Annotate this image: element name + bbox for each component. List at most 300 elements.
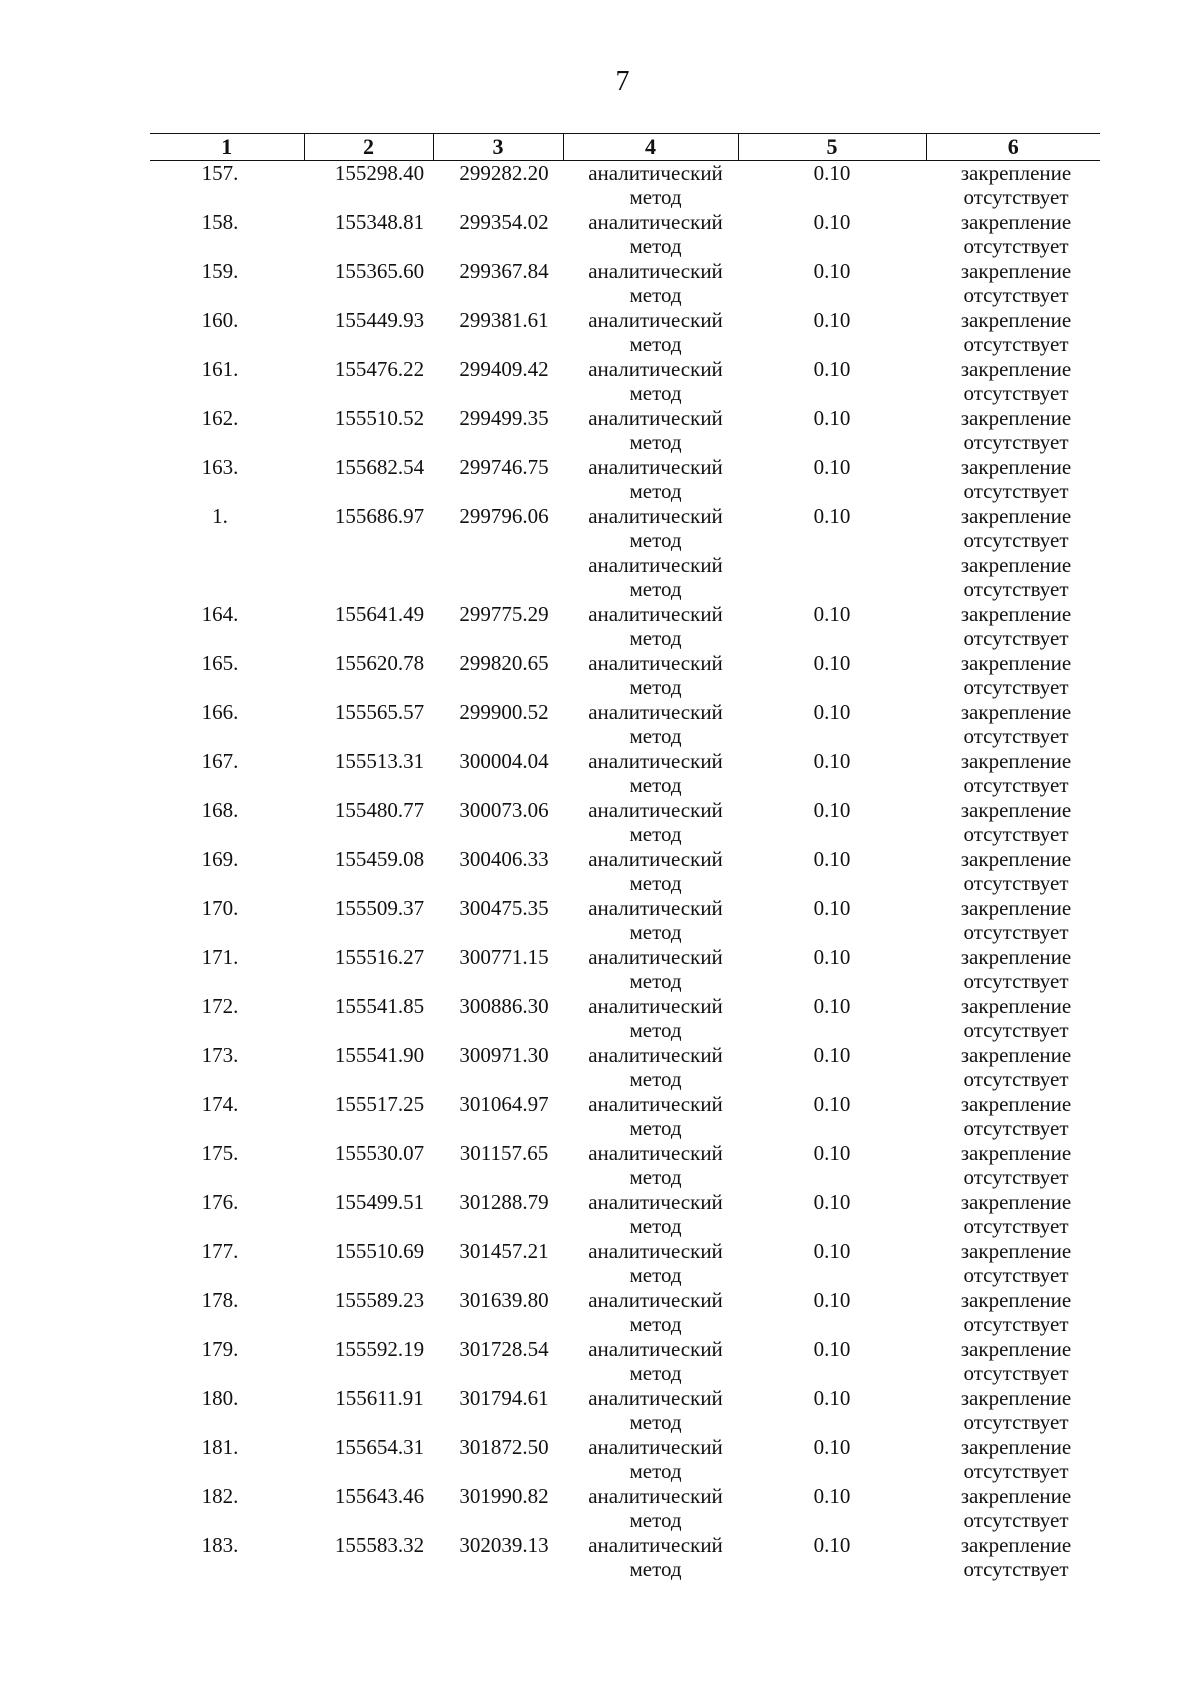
point-number-cell <box>150 553 304 602</box>
accuracy-cell-text: 0.10 <box>813 406 851 430</box>
accuracy-cell <box>738 210 926 259</box>
fixing-cell-text: закрепление <box>960 210 1072 234</box>
fixing-cell-text: отсутствует <box>963 1165 1069 1189</box>
y-coordinate-cell <box>433 1484 563 1533</box>
x-coordinate-cell-text: 155682.54 <box>334 455 425 479</box>
point-number-cell-text: 170. <box>201 896 239 920</box>
method-cell-text: метод <box>629 1312 682 1336</box>
y-coordinate-cell <box>433 1288 563 1337</box>
x-coordinate-cell-text: 155686.97 <box>334 504 425 528</box>
point-number-cell <box>150 1435 304 1484</box>
point-number-cell <box>150 994 304 1043</box>
x-coordinate-cell-text: 155499.51 <box>334 1190 425 1214</box>
method-cell-text: аналитический <box>588 994 723 1018</box>
table-row <box>150 1288 1100 1337</box>
y-coordinate-cell <box>433 700 563 749</box>
method-cell-text: аналитический <box>588 1484 723 1508</box>
fixing-cell <box>926 749 1100 798</box>
x-coordinate-cell-text: 155298.40 <box>334 161 425 185</box>
point-number-cell <box>150 1386 304 1435</box>
fixing-cell <box>926 1043 1100 1092</box>
fixing-cell-text: отсутствует <box>963 969 1069 993</box>
x-coordinate-cell <box>304 1337 433 1386</box>
point-number-cell-text: 157. <box>201 161 239 185</box>
fixing-cell <box>926 161 1100 211</box>
accuracy-cell <box>738 749 926 798</box>
table-row <box>150 210 1100 259</box>
method-cell-text: метод <box>629 1410 682 1434</box>
point-number-cell-text: 158. <box>201 210 239 234</box>
method-cell-text: метод <box>629 1165 682 1189</box>
accuracy-cell <box>738 1190 926 1239</box>
method-cell <box>563 1337 738 1386</box>
fixing-cell-text: закрепление <box>960 553 1072 577</box>
column-header: 1 <box>150 134 304 161</box>
y-coordinate-cell <box>433 749 563 798</box>
table-row <box>150 1043 1100 1092</box>
accuracy-cell <box>738 553 926 602</box>
point-number-cell <box>150 1092 304 1141</box>
fixing-cell <box>926 700 1100 749</box>
x-coordinate-cell-text: 155510.52 <box>334 406 425 430</box>
accuracy-cell-text: 0.10 <box>813 896 851 920</box>
column-header: 6 <box>926 134 1100 161</box>
fixing-cell-text: закрепление <box>960 1092 1072 1116</box>
method-cell-text: аналитический <box>588 749 723 773</box>
table-row <box>150 945 1100 994</box>
method-cell-text: аналитический <box>588 455 723 479</box>
accuracy-cell <box>738 357 926 406</box>
accuracy-cell <box>738 651 926 700</box>
fixing-cell-text: закрепление <box>960 455 1072 479</box>
table-row <box>150 1337 1100 1386</box>
accuracy-cell-text: 0.10 <box>813 749 851 773</box>
y-coordinate-cell <box>433 357 563 406</box>
table-row <box>150 1484 1100 1533</box>
point-number-cell-text: 181. <box>201 1435 239 1459</box>
y-coordinate-cell-text: 301064.97 <box>459 1092 549 1116</box>
point-number-cell-text: 168. <box>201 798 239 822</box>
y-coordinate-cell <box>433 210 563 259</box>
point-number-cell <box>150 896 304 945</box>
y-coordinate-cell-text: 301639.80 <box>459 1288 549 1312</box>
y-coordinate-cell <box>433 1533 563 1582</box>
method-cell <box>563 994 738 1043</box>
y-coordinate-cell <box>433 259 563 308</box>
fixing-cell <box>926 847 1100 896</box>
fixing-cell-text: закрепление <box>960 357 1072 381</box>
point-number-cell-text: 165. <box>201 651 239 675</box>
method-cell <box>563 1484 738 1533</box>
x-coordinate-cell <box>304 1239 433 1288</box>
fixing-cell-text: отсутствует <box>963 1263 1069 1287</box>
method-cell-text: метод <box>629 332 682 356</box>
point-number-cell-text: 162. <box>201 406 239 430</box>
accuracy-cell-text: 0.10 <box>813 1288 851 1312</box>
method-cell <box>563 1190 738 1239</box>
method-cell <box>563 1288 738 1337</box>
point-number-cell-text: 183. <box>201 1533 239 1557</box>
table-row <box>150 1533 1100 1582</box>
method-cell-text: аналитический <box>588 945 723 969</box>
point-number-cell <box>150 1190 304 1239</box>
accuracy-cell-text: 0.10 <box>813 161 851 185</box>
method-cell <box>563 1239 738 1288</box>
method-cell-text: аналитический <box>588 1239 723 1263</box>
method-cell <box>563 553 738 602</box>
table-row <box>150 161 1100 211</box>
fixing-cell <box>926 259 1100 308</box>
y-coordinate-cell <box>433 161 563 211</box>
point-number-cell-text: 160. <box>201 308 239 332</box>
table-row <box>150 896 1100 945</box>
accuracy-cell <box>738 259 926 308</box>
accuracy-cell <box>738 896 926 945</box>
y-coordinate-cell-text: 301288.79 <box>459 1190 549 1214</box>
point-number-cell <box>150 1141 304 1190</box>
accuracy-cell <box>738 455 926 504</box>
point-number-cell-text: 178. <box>201 1288 239 1312</box>
accuracy-cell-text: 0.10 <box>813 1141 851 1165</box>
method-cell-text: аналитический <box>588 504 723 528</box>
method-cell <box>563 1435 738 1484</box>
table-row <box>150 1190 1100 1239</box>
y-coordinate-cell-text: 300073.06 <box>459 798 549 822</box>
fixing-cell <box>926 945 1100 994</box>
x-coordinate-cell <box>304 1190 433 1239</box>
accuracy-cell-text: 0.10 <box>813 1043 851 1067</box>
method-cell-text: аналитический <box>588 406 723 430</box>
y-coordinate-cell <box>433 504 563 553</box>
fixing-cell-text: отсутствует <box>963 283 1069 307</box>
fixing-cell-text: отсутствует <box>963 1067 1069 1091</box>
accuracy-cell-text: 0.10 <box>813 700 851 724</box>
y-coordinate-cell-text: 301157.65 <box>459 1141 549 1165</box>
y-coordinate-cell-text: 300771.15 <box>459 945 549 969</box>
x-coordinate-cell-text: 155348.81 <box>334 210 425 234</box>
point-number-cell-text: 176. <box>201 1190 239 1214</box>
table-row <box>150 504 1100 553</box>
y-coordinate-cell-text: 299367.84 <box>459 259 549 283</box>
fixing-cell-text: отсутствует <box>963 1557 1069 1581</box>
fixing-cell <box>926 1141 1100 1190</box>
accuracy-cell <box>738 1386 926 1435</box>
method-cell <box>563 1092 738 1141</box>
x-coordinate-cell <box>304 1092 433 1141</box>
x-coordinate-cell <box>304 602 433 651</box>
column-header: 2 <box>304 134 433 161</box>
fixing-cell <box>926 994 1100 1043</box>
x-coordinate-cell <box>304 1484 433 1533</box>
y-coordinate-cell-text: 299381.61 <box>459 308 549 332</box>
fixing-cell-text: закрепление <box>960 1043 1072 1067</box>
y-coordinate-cell-text: 299282.20 <box>459 161 549 185</box>
point-number-cell <box>150 1484 304 1533</box>
method-cell-text: аналитический <box>588 602 723 626</box>
accuracy-cell-text: 0.10 <box>813 651 851 675</box>
x-coordinate-cell-text: 155513.31 <box>334 749 425 773</box>
x-coordinate-cell-text: 155530.07 <box>334 1141 425 1165</box>
x-coordinate-cell <box>304 945 433 994</box>
accuracy-cell <box>738 1288 926 1337</box>
x-coordinate-cell-text: 155583.32 <box>334 1533 425 1557</box>
fixing-cell-text: закрепление <box>960 161 1072 185</box>
fixing-cell-text: отсутствует <box>963 234 1069 258</box>
point-number-cell <box>150 602 304 651</box>
table-row <box>150 357 1100 406</box>
method-cell-text: метод <box>629 1361 682 1385</box>
method-cell-text: аналитический <box>588 1190 723 1214</box>
y-coordinate-cell-text: 299354.02 <box>459 210 549 234</box>
x-coordinate-cell <box>304 1288 433 1337</box>
y-coordinate-cell <box>433 1092 563 1141</box>
method-cell-text: аналитический <box>588 1337 723 1361</box>
point-number-cell-text: 159. <box>201 259 239 283</box>
table-row <box>150 406 1100 455</box>
method-cell-text: метод <box>629 1018 682 1042</box>
accuracy-cell <box>738 700 926 749</box>
method-cell-text: метод <box>629 1067 682 1091</box>
accuracy-cell-text: 0.10 <box>813 1386 851 1410</box>
fixing-cell-text: отсутствует <box>963 724 1069 748</box>
accuracy-cell-text: 0.10 <box>813 1337 851 1361</box>
fixing-cell <box>926 798 1100 847</box>
y-coordinate-cell-text: 300886.30 <box>459 994 549 1018</box>
table-row <box>150 1435 1100 1484</box>
fixing-cell-text: закрепление <box>960 798 1072 822</box>
fixing-cell-text: закрепление <box>960 1288 1072 1312</box>
fixing-cell-text: отсутствует <box>963 773 1069 797</box>
point-number-cell <box>150 1288 304 1337</box>
point-number-cell <box>150 1533 304 1582</box>
y-coordinate-cell-text: 299746.75 <box>459 455 549 479</box>
accuracy-cell <box>738 406 926 455</box>
table-row <box>150 602 1100 651</box>
fixing-cell-text: закрепление <box>960 896 1072 920</box>
point-number-cell-text: 179. <box>201 1337 239 1361</box>
x-coordinate-cell <box>304 308 433 357</box>
x-coordinate-cell-text: 155589.23 <box>334 1288 425 1312</box>
x-coordinate-cell <box>304 259 433 308</box>
point-number-cell <box>150 161 304 211</box>
x-coordinate-cell-text: 155654.31 <box>334 1435 425 1459</box>
accuracy-cell-text: 0.10 <box>813 455 851 479</box>
point-number-cell-text: 180. <box>201 1386 239 1410</box>
method-cell-text: аналитический <box>588 553 723 577</box>
y-coordinate-cell <box>433 455 563 504</box>
y-coordinate-cell-text: 299796.06 <box>459 504 549 528</box>
fixing-cell-text: отсутствует <box>963 528 1069 552</box>
fixing-cell-text: отсутствует <box>963 1018 1069 1042</box>
table-row <box>150 1386 1100 1435</box>
x-coordinate-cell-text: 155643.46 <box>334 1484 425 1508</box>
fixing-cell-text: закрепление <box>960 1141 1072 1165</box>
fixing-cell-text: отсутствует <box>963 675 1069 699</box>
y-coordinate-cell <box>433 602 563 651</box>
y-coordinate-cell <box>433 308 563 357</box>
accuracy-cell <box>738 161 926 211</box>
accuracy-cell-text: 0.10 <box>813 1533 851 1557</box>
table-row <box>150 651 1100 700</box>
fixing-cell-text: закрепление <box>960 945 1072 969</box>
x-coordinate-cell <box>304 994 433 1043</box>
column-header: 4 <box>563 134 738 161</box>
x-coordinate-cell-text: 155641.49 <box>334 602 425 626</box>
method-cell <box>563 945 738 994</box>
fixing-cell-text: отсутствует <box>963 1116 1069 1140</box>
method-cell-text: аналитический <box>588 1092 723 1116</box>
accuracy-cell-text: 0.10 <box>813 1239 851 1263</box>
method-cell-text: метод <box>629 675 682 699</box>
y-coordinate-cell <box>433 847 563 896</box>
fixing-cell <box>926 1190 1100 1239</box>
fixing-cell-text: отсутствует <box>963 1508 1069 1532</box>
point-number-cell-text: 161. <box>201 357 239 381</box>
x-coordinate-cell <box>304 455 433 504</box>
fixing-cell-text: закрепление <box>960 1190 1072 1214</box>
y-coordinate-cell <box>433 945 563 994</box>
table-row <box>150 1141 1100 1190</box>
y-coordinate-cell-text: 301794.61 <box>459 1386 549 1410</box>
x-coordinate-cell <box>304 406 433 455</box>
table-row <box>150 798 1100 847</box>
x-coordinate-cell <box>304 749 433 798</box>
method-cell-text: метод <box>629 528 682 552</box>
accuracy-cell-text: 0.10 <box>813 504 851 528</box>
point-number-cell <box>150 308 304 357</box>
fixing-cell <box>926 210 1100 259</box>
method-cell-text: метод <box>629 234 682 258</box>
method-cell-text: метод <box>629 920 682 944</box>
fixing-cell-text: закрепление <box>960 406 1072 430</box>
page-number: 7 <box>615 66 630 97</box>
method-cell-text: аналитический <box>588 308 723 332</box>
table-row <box>150 994 1100 1043</box>
x-coordinate-cell <box>304 1141 433 1190</box>
x-coordinate-cell <box>304 1043 433 1092</box>
point-number-cell-text: 171. <box>201 945 239 969</box>
method-cell <box>563 504 738 553</box>
method-cell-text: аналитический <box>588 1386 723 1410</box>
method-cell-text: аналитический <box>588 798 723 822</box>
accuracy-cell-text: 0.10 <box>813 994 851 1018</box>
accuracy-cell-text: 0.10 <box>813 1092 851 1116</box>
fixing-cell-text: отсутствует <box>963 381 1069 405</box>
point-number-cell-text: 166. <box>201 700 239 724</box>
method-cell-text: метод <box>629 1508 682 1532</box>
fixing-cell-text: отсутствует <box>963 430 1069 454</box>
method-cell <box>563 406 738 455</box>
table-header-row <box>150 134 1100 161</box>
y-coordinate-cell <box>433 1043 563 1092</box>
method-cell-text: метод <box>629 1557 682 1581</box>
x-coordinate-cell-text: 155476.22 <box>334 357 425 381</box>
table-row <box>150 1239 1100 1288</box>
x-coordinate-cell <box>304 847 433 896</box>
point-number-cell <box>150 798 304 847</box>
accuracy-cell <box>738 1043 926 1092</box>
accuracy-cell <box>738 847 926 896</box>
y-coordinate-cell-text: 301872.50 <box>459 1435 549 1459</box>
fixing-cell <box>926 1484 1100 1533</box>
accuracy-cell <box>738 798 926 847</box>
fixing-cell <box>926 308 1100 357</box>
method-cell-text: метод <box>629 1263 682 1287</box>
fixing-cell-text: закрепление <box>960 1386 1072 1410</box>
method-cell-text: метод <box>629 479 682 503</box>
x-coordinate-cell-text: 155365.60 <box>334 259 425 283</box>
y-coordinate-cell-text: 301728.54 <box>459 1337 549 1361</box>
accuracy-cell <box>738 1533 926 1582</box>
y-coordinate-cell <box>433 1337 563 1386</box>
fixing-cell-text: закрепление <box>960 1484 1072 1508</box>
method-cell <box>563 896 738 945</box>
x-coordinate-cell-text: 155611.91 <box>335 1386 424 1410</box>
point-number-cell <box>150 406 304 455</box>
method-cell <box>563 357 738 406</box>
fixing-cell <box>926 1288 1100 1337</box>
y-coordinate-cell-text: 299900.52 <box>459 700 549 724</box>
fixing-cell-text: закрепление <box>960 994 1072 1018</box>
point-number-cell-text: 167. <box>201 749 239 773</box>
fixing-cell-text: отсутствует <box>963 332 1069 356</box>
accuracy-cell-text: 0.10 <box>813 1435 851 1459</box>
accuracy-cell <box>738 308 926 357</box>
fixing-cell-text: закрепление <box>960 1533 1072 1557</box>
method-cell-text: аналитический <box>588 1533 723 1557</box>
point-number-cell <box>150 357 304 406</box>
method-cell-text: метод <box>629 724 682 748</box>
method-cell-text: метод <box>629 773 682 797</box>
y-coordinate-cell <box>433 1239 563 1288</box>
table-row <box>150 700 1100 749</box>
y-coordinate-cell <box>433 651 563 700</box>
method-cell <box>563 602 738 651</box>
accuracy-cell <box>738 504 926 553</box>
accuracy-cell <box>738 602 926 651</box>
point-number-cell-text: 182. <box>201 1484 239 1508</box>
table-row <box>150 308 1100 357</box>
accuracy-cell <box>738 1092 926 1141</box>
y-coordinate-cell <box>433 994 563 1043</box>
x-coordinate-cell-text: 155517.25 <box>334 1092 425 1116</box>
x-coordinate-cell <box>304 700 433 749</box>
accuracy-cell <box>738 945 926 994</box>
y-coordinate-cell <box>433 1141 563 1190</box>
fixing-cell <box>926 1386 1100 1435</box>
column-header: 5 <box>738 134 926 161</box>
fixing-cell-text: отсутствует <box>963 479 1069 503</box>
x-coordinate-cell-text: 155509.37 <box>334 896 425 920</box>
accuracy-cell <box>738 994 926 1043</box>
fixing-cell-text: отсутствует <box>963 185 1069 209</box>
x-coordinate-cell <box>304 798 433 847</box>
fixing-cell-text: закрепление <box>960 749 1072 773</box>
point-number-cell <box>150 259 304 308</box>
x-coordinate-cell-text: 155541.90 <box>334 1043 425 1067</box>
y-coordinate-cell-text: 302039.13 <box>459 1533 549 1557</box>
accuracy-cell <box>738 1141 926 1190</box>
y-coordinate-cell-text: 299820.65 <box>459 651 549 675</box>
accuracy-cell-text: 0.10 <box>813 308 851 332</box>
method-cell-text: аналитический <box>588 1141 723 1165</box>
x-coordinate-cell-text: 155592.19 <box>334 1337 425 1361</box>
method-cell-text: метод <box>629 430 682 454</box>
table-row <box>150 847 1100 896</box>
x-coordinate-cell-text: 155516.27 <box>334 945 425 969</box>
method-cell-text: метод <box>629 626 682 650</box>
fixing-cell-text: закрепление <box>960 847 1072 871</box>
